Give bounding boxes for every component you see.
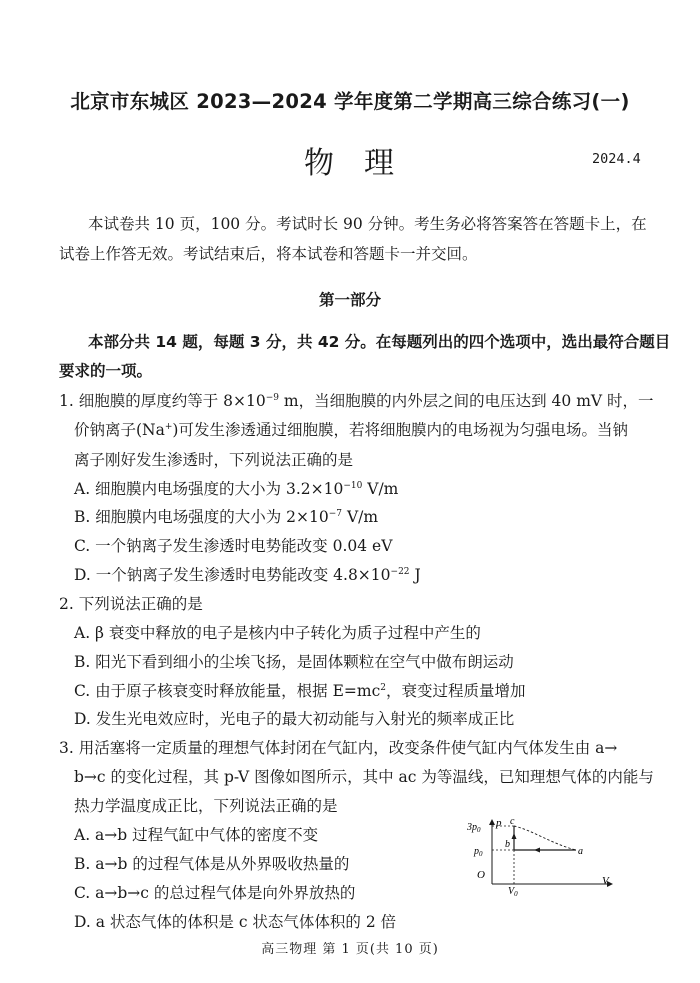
intro-line-2: 试卷上作答无效。考试结束后，将本试卷和答题卡一并交回。 <box>59 245 478 263</box>
q2-c-text: C. 由于原子核衰变时释放能量，根据 E=mc <box>74 682 381 700</box>
q1-stem-line-2 <box>74 418 628 440</box>
intro-line-1: 本试卷共 10 页，100 分。考试时长 90 分钟。考生务必将答案答在答题卡上，在 <box>88 215 647 233</box>
q1-stem-1a: 1. 细胞膜的厚度约等于 8×10 <box>59 392 266 410</box>
q1-stem-line-1 <box>59 389 654 411</box>
label-v0-sub: 0 <box>514 890 518 898</box>
section-instruction-2: 要求的一项。 <box>59 362 153 380</box>
q3-option-c: C. a→b→c 的总过程气体是向外界放热的 <box>74 884 356 902</box>
label-3p0 <box>466 822 481 834</box>
q1-d-text: D. 一个钠离子发生渗透时电势能改变 4.8×10 <box>74 566 391 584</box>
arrow-a-b <box>534 848 540 853</box>
label-3p0-main: 3p <box>467 822 477 833</box>
q1-exp-1: −9 <box>265 393 279 403</box>
label-v0-main: V <box>508 886 515 897</box>
q1-stem-2a: 价钠离子(Na <box>74 421 165 439</box>
q2-c-text-b: ，衰变过程质量增加 <box>386 682 526 700</box>
q1-option-b <box>74 505 378 527</box>
q3-option-a: A. a→b 过程气缸中气体的密度不变 <box>74 826 319 844</box>
label-p0 <box>473 846 483 858</box>
label-v0 <box>508 886 518 898</box>
q1-b-exp: −7 <box>328 509 343 519</box>
label-p-axis: p <box>496 817 502 829</box>
q1-b-unit: V/m <box>342 508 379 526</box>
q2-option-d: D. 发生光电效应时，光电子的最大初动能与入射光的频率成正比 <box>74 710 515 728</box>
q1-a-unit: V/m <box>362 480 399 498</box>
section-title: 第一部分 <box>318 291 381 309</box>
q2-option-a: A. β 衰变中释放的电子是核内中子转化为质子过程中产生的 <box>74 624 481 642</box>
pv-diagram <box>462 816 622 898</box>
section-instruction-1: 本部分共 14 题，每题 3 分，共 42 分。在每题列出的四个选项中，选出最符合题目 <box>88 333 671 351</box>
exam-date: 2024.4 <box>592 151 641 167</box>
q1-stem-2b: )可发生渗透通过细胞膜，若将细胞膜内的电场视为匀强电场。当钠 <box>172 421 628 439</box>
q1-option-c: C. 一个钠离子发生渗透时电势能改变 0.04 eV <box>74 537 393 555</box>
q3-option-b: B. a→b 的过程气体是从外界吸收热量的 <box>74 855 350 873</box>
q3-stem-line-2: b→c 的变化过程，其 p-V 图像如图所示，其中 ac 为等温线，已知理想气体的内能与 <box>74 768 654 786</box>
isotherm-curve <box>514 826 576 850</box>
q1-option-d <box>74 563 421 585</box>
q1-option-a <box>74 477 398 499</box>
q1-exp-2: + <box>164 422 173 432</box>
label-v-axis: V <box>602 875 609 887</box>
q1-a-exp: −10 <box>343 481 363 491</box>
arrow-b-c <box>512 833 517 839</box>
q2-stem: 2. 下列说法正确的是 <box>59 595 203 613</box>
q1-d-unit: J <box>409 566 421 584</box>
page-title: 北京市东城区 2023—2024 学年度第二学期高三综合练习(一) <box>70 90 630 113</box>
q1-b-text: B. 细胞膜内电场强度的大小为 2×10 <box>74 508 329 526</box>
subject-title: 物理 <box>304 146 424 181</box>
q2-option-b: B. 阳光下看到细小的尘埃飞扬，是固体颗粒在空气中做布朗运动 <box>74 653 514 671</box>
q1-d-exp: −22 <box>390 567 410 577</box>
page-footer: 高三物理 第 1 页(共 10 页) <box>261 942 439 957</box>
q3-option-d: D. a 状态气体的体积是 c 状态气体体积的 2 倍 <box>74 913 397 931</box>
q2-c-exp: 2 <box>380 683 387 693</box>
label-p0-main: p <box>474 846 479 857</box>
q3-stem-line-3: 热力学温度成正比，下列说法正确的是 <box>74 797 338 815</box>
label-3p0-sub: 0 <box>477 826 481 834</box>
label-p0-sub: 0 <box>479 850 483 858</box>
label-c: c <box>510 816 515 827</box>
q1-stem-1b: m，当细胞膜的内外层之间的电压达到 40 mV 时，一 <box>279 392 654 410</box>
q2-option-c <box>74 679 526 701</box>
q1-a-text: A. 细胞膜内电场强度的大小为 3.2×10 <box>74 480 344 498</box>
label-b: b <box>505 839 510 850</box>
label-a: a <box>578 846 583 857</box>
q1-stem-line-3: 离子刚好发生渗透时，下列说法正确的是 <box>74 451 354 469</box>
label-origin: O <box>477 869 485 881</box>
q3-stem-line-1: 3. 用活塞将一定质量的理想气体封闭在气缸内，改变条件使气缸内气体发生由 a→ <box>59 739 618 757</box>
